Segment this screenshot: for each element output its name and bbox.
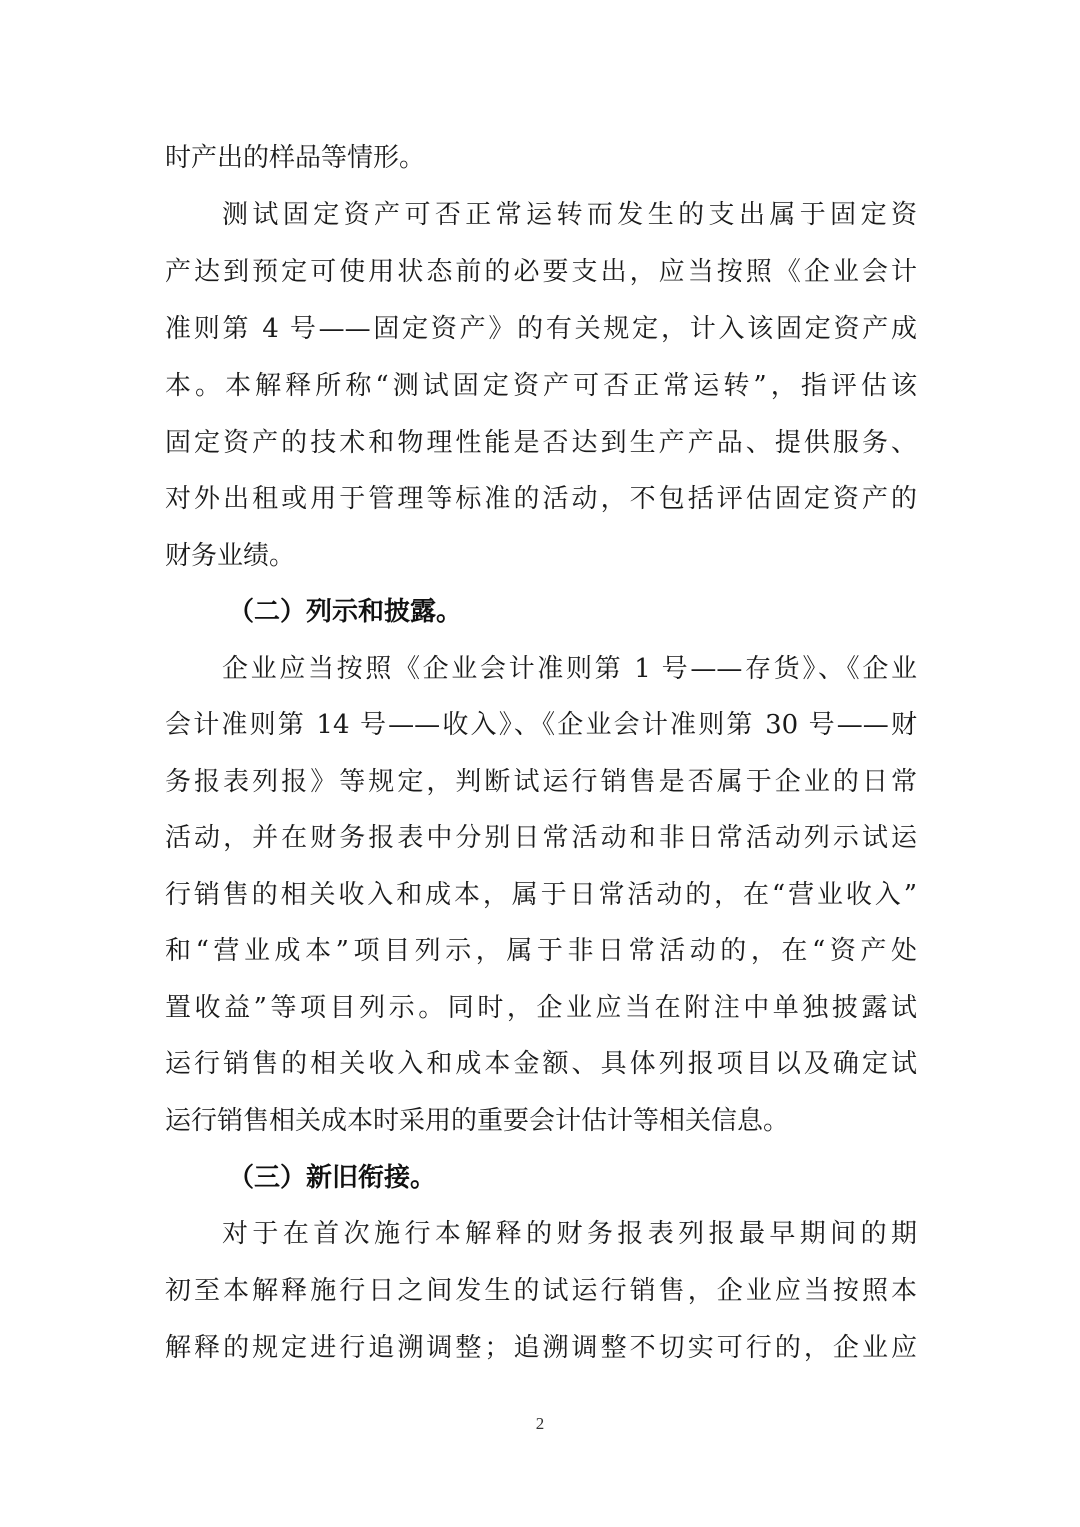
paragraph-line: 准则第 4 号——固定资产》的有关规定，计入该固定资产成 — [165, 314, 917, 344]
paragraph-line: 初至本解释施行日之间发生的试运行销售，企业应当按照本 — [165, 1276, 917, 1306]
paragraph-line: 本。本解释所称“测试固定资产可否正常运转”，指评估该 — [165, 371, 917, 401]
section-heading: （三）新旧衔接。 — [228, 1163, 437, 1193]
section-heading: （二）列示和披露。 — [228, 597, 463, 627]
paragraph-line: 企业应当按照《企业会计准则第 1 号——存货》、《企业 — [222, 654, 917, 684]
paragraph-line: 对外出租或用于管理等标准的活动，不包括评估固定资产的 — [165, 484, 917, 514]
paragraph-line: 测试固定资产可否正常运转而发生的支出属于固定资 — [222, 200, 917, 230]
paragraph-line: 固定资产的技术和物理性能是否达到生产产品、提供服务、 — [165, 428, 917, 458]
paragraph-line: 财务业绩。 — [165, 541, 296, 571]
paragraph-line: 会计准则第 14 号——收入》、《企业会计准则第 30 号——财 — [165, 710, 917, 740]
paragraph-line: 活动，并在财务报表中分别日常活动和非日常活动列示试运 — [165, 823, 917, 853]
paragraph-line: 行销售的相关收入和成本，属于日常活动的，在“营业收入” — [165, 880, 917, 910]
paragraph-line: 务报表列报》等规定，判断试运行销售是否属于企业的日常 — [165, 767, 917, 797]
paragraph-line: 解释的规定进行追溯调整；追溯调整不切实可行的，企业应 — [165, 1333, 917, 1363]
paragraph-line: 时产出的样品等情形。 — [165, 143, 426, 173]
paragraph-line: 对于在首次施行本解释的财务报表列报最早期间的期 — [222, 1219, 917, 1249]
paragraph-line: 和“营业成本”项目列示，属于非日常活动的，在“资产处 — [165, 936, 917, 966]
paragraph-line: 运行销售相关成本时采用的重要会计估计等相关信息。 — [165, 1106, 790, 1136]
paragraph-line: 产达到预定可使用状态前的必要支出，应当按照《企业会计 — [165, 257, 917, 287]
page-number: 2 — [535, 1414, 545, 1433]
paragraph-line: 运行销售的相关收入和成本金额、具体列报项目以及确定试 — [165, 1049, 917, 1079]
paragraph-line: 置收益”等项目列示。同时，企业应当在附注中单独披露试 — [165, 993, 917, 1023]
